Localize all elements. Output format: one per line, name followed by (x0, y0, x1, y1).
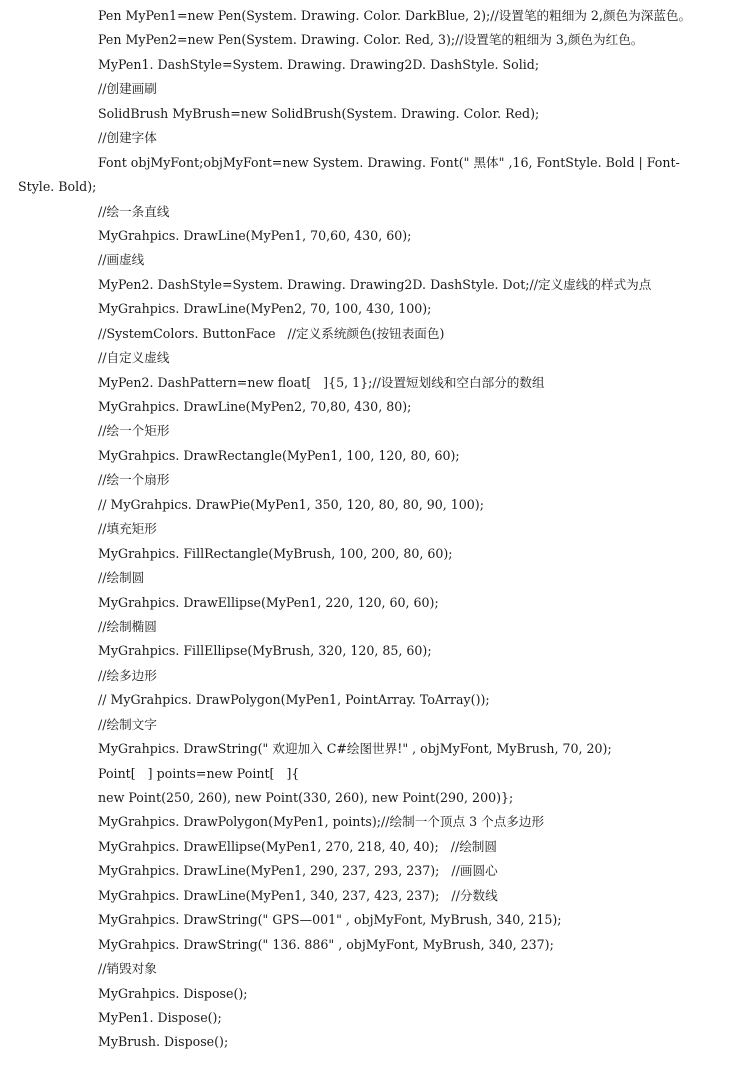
code-line: MyGrahpics. DrawEllipse(MyPen1, 270, 218, 40, 40); //绘制圆 (98, 838, 497, 854)
code-line: MyPen1. Dispose(); (98, 1009, 222, 1025)
code-line: SolidBrush MyBrush=new SolidBrush(System. Drawing. Color. Red); (98, 105, 540, 121)
code-line: MyGrahpics. DrawLine(MyPen1, 290, 237, 293, 237); //画圆心 (98, 863, 498, 879)
code-line: MyGrahpics. FillRectangle(MyBrush, 100, 200, 80, 60); (98, 545, 453, 561)
code-line: new Point(250, 260), new Point(330, 260), new Point(290, 200)}; (98, 790, 514, 805)
code-line: MyGrahpics. DrawLine(MyPen1, 70,60, 430, 60); (98, 227, 412, 243)
code-comment: //创建画刷 (98, 81, 157, 97)
code-line: MyGrahpics. Dispose(); (98, 985, 248, 1001)
code-comment: //自定义虚线 (98, 350, 170, 366)
code-line: Pen MyPen2=new Pen(System. Drawing. Color. Red, 3);//设置笔的粗细为 3,颜色为红色。 (98, 32, 644, 48)
code-comment: //绘制文字 (98, 716, 157, 732)
code-line: MyGrahpics. DrawEllipse(MyPen1, 220, 120, 60, 60); (98, 594, 439, 610)
code-comment: //绘一条直线 (98, 203, 170, 219)
code-line: MyGrahpics. FillEllipse(MyBrush, 320, 120, 85, 60); (98, 643, 432, 659)
code-comment: //创建字体 (98, 130, 157, 146)
code-comment: // MyGrahpics. DrawPie(MyPen1, 350, 120, 80, 80, 90, 100); (98, 496, 484, 512)
code-line-continuation: Style. Bold); (18, 179, 97, 195)
code-comment: // MyGrahpics. DrawPolygon(MyPen1, PointArray. ToArray()); (98, 692, 490, 708)
code-line: Pen MyPen1=new Pen(System. Drawing. Color. DarkBlue, 2);//设置笔的粗细为 2,颜色为深蓝色。 (98, 8, 692, 23)
code-comment: //填充矩形 (98, 521, 157, 537)
code-line: MyGrahpics. DrawString(" 欢迎加入 C#绘图世界!" , objMyFont, MyBrush, 70, 20); (98, 741, 612, 757)
code-line: MyGrahpics. DrawLine(MyPen2, 70, 100, 430, 100); (98, 301, 432, 317)
code-line: MyGrahpics. DrawString(" GPS—001" , objMyFont, MyBrush, 340, 215); (98, 912, 562, 928)
code-comment: //绘多边形 (98, 667, 157, 683)
code-line: Point[ ] points=new Point[ ]{ (98, 765, 300, 781)
code-line: MyPen2. DashPattern=new float[ ]{5, 1};//设置短划线和空白部分的数组 (98, 374, 545, 390)
code-comment: //SystemColors. ButtonFace //定义系统颜色(按钮表面色) (98, 325, 445, 341)
code-comment: //绘一个扇形 (98, 472, 170, 488)
code-line: MyGrahpics. DrawLine(MyPen2, 70,80, 430, 80); (98, 399, 412, 414)
code-line: Font objMyFont;objMyFont=new System. Drawing. Font(" 黑体" ,16, FontStyle. Bold | Font- (98, 154, 680, 170)
code-comment: //绘一个矩形 (98, 423, 170, 439)
code-comment: //绘制圆 (98, 570, 145, 586)
code-line: MyPen2. DashStyle=System. Drawing. Drawing2D. DashStyle. Dot;//定义虚线的样式为点 (98, 276, 652, 292)
code-line: MyPen1. DashStyle=System. Drawing. Drawing2D. DashStyle. Solid; (98, 56, 540, 72)
code-comment: //画虚线 (98, 252, 145, 268)
code-line: MyGrahpics. DrawLine(MyPen1, 340, 237, 423, 237); //分数线 (98, 887, 498, 903)
code-line: MyGrahpics. DrawPolygon(MyPen1, points);//绘制一个顶点 3 个点多边形 (98, 814, 545, 830)
code-line: MyBrush. Dispose(); (98, 1034, 229, 1050)
code-comment: //绘制椭圆 (98, 618, 157, 634)
code-comment: //销毁对象 (98, 961, 157, 977)
code-line: MyGrahpics. DrawString(" 136. 886" , objMyFont, MyBrush, 340, 237); (98, 936, 554, 952)
code-line: MyGrahpics. DrawRectangle(MyPen1, 100, 120, 80, 60); (98, 447, 460, 463)
